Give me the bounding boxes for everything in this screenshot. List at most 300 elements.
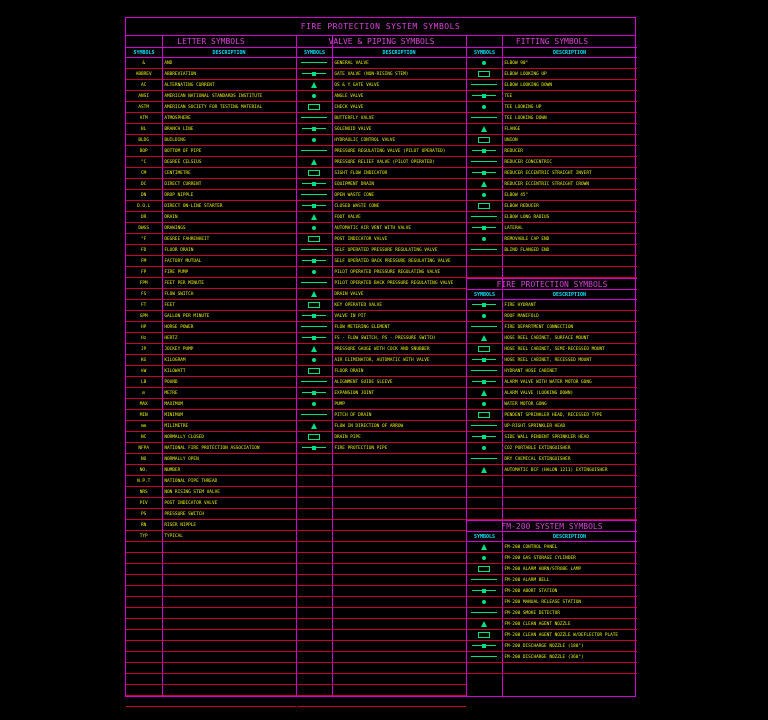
description-cell: FM-200 CONTROL PANEL bbox=[504, 545, 558, 550]
table-row bbox=[126, 399, 296, 410]
table-row bbox=[467, 399, 637, 410]
table-row bbox=[126, 641, 296, 652]
symbol-cell bbox=[297, 366, 331, 376]
symbol-icon bbox=[471, 245, 497, 255]
table-row bbox=[297, 223, 466, 234]
symbol-icon bbox=[478, 410, 490, 420]
symbol-cell bbox=[467, 146, 501, 156]
description-cell: POST INDICATOR VALVE bbox=[334, 237, 388, 242]
symbol-cell: FD bbox=[141, 248, 147, 253]
symbol-icon bbox=[302, 201, 326, 211]
description-cell: KEY OPERATED VALVE bbox=[334, 303, 382, 308]
symbol-cell bbox=[467, 80, 501, 90]
table-row bbox=[126, 245, 296, 256]
symbol-icon bbox=[478, 630, 490, 640]
description-cell: AMERICAN SOCIETY FOR TESTING MATERIAL bbox=[164, 105, 263, 110]
description-cell bbox=[331, 454, 466, 464]
table-row bbox=[126, 168, 296, 179]
symbol-cell bbox=[297, 531, 331, 541]
description-cell: ELBOW LOOKING DOWN bbox=[504, 83, 552, 88]
table-row bbox=[126, 597, 296, 608]
symbol-cell bbox=[126, 696, 161, 706]
table-row bbox=[297, 102, 466, 113]
symbol-cell bbox=[467, 333, 501, 343]
symbol-icon bbox=[312, 223, 316, 233]
description-cell: HYDRANT HOSE CABINET bbox=[504, 369, 558, 374]
table-row bbox=[126, 421, 296, 432]
description-cell: GALLON PER MINUTE bbox=[164, 314, 210, 319]
table-row bbox=[467, 256, 637, 267]
symbol-cell bbox=[297, 212, 331, 222]
table-row bbox=[467, 223, 637, 234]
symbol-cell bbox=[297, 586, 331, 596]
table-row bbox=[297, 685, 466, 696]
table-row bbox=[126, 465, 296, 476]
table-row bbox=[297, 267, 466, 278]
description-cell: ALARM VALVE (LOOKING DOWN) bbox=[504, 391, 574, 396]
table-row bbox=[467, 564, 637, 575]
table-row bbox=[467, 410, 637, 421]
table-row bbox=[297, 641, 466, 652]
symbol-cell bbox=[297, 333, 331, 343]
symbol-cell: ANSI bbox=[138, 94, 149, 99]
symbol-cell bbox=[126, 652, 161, 662]
table-row bbox=[126, 80, 296, 91]
description-cell: MAXIMUM bbox=[164, 402, 183, 407]
symbol-icon bbox=[472, 377, 496, 387]
table-row bbox=[297, 355, 466, 366]
description-cell: DRAIN VALVE bbox=[334, 292, 364, 297]
description-cell: DIRECT ON-LINE STARTER bbox=[164, 204, 223, 209]
table-row bbox=[126, 509, 296, 520]
symbol-cell: LB bbox=[141, 380, 147, 385]
description-cell: WATER MOTOR GONG bbox=[504, 402, 547, 407]
description-cell: NORMALLY OPEN bbox=[164, 457, 199, 462]
symbol-cell: NRS bbox=[139, 490, 148, 495]
description-cell: SIDE WALL PENDENT SPRINKLER HEAD bbox=[504, 435, 589, 440]
symbol-cell bbox=[297, 289, 331, 299]
description-cell bbox=[331, 663, 466, 673]
symbol-cell bbox=[297, 256, 331, 266]
symbol-icon bbox=[302, 69, 326, 79]
description-cell: FIRE DEPARTMENT CONNECTION bbox=[504, 325, 574, 330]
symbol-icon bbox=[481, 465, 487, 475]
symbol-cell: JP bbox=[141, 347, 147, 352]
symbol-icon bbox=[478, 69, 490, 79]
table-row bbox=[467, 102, 637, 113]
description-cell: FACTORY MUTUAL bbox=[164, 259, 202, 264]
valve-rows bbox=[297, 58, 466, 707]
symbol-icon bbox=[308, 102, 320, 112]
description-cell bbox=[331, 652, 466, 662]
symbol-cell: NC bbox=[141, 435, 147, 440]
table-row bbox=[297, 245, 466, 256]
symbol-cell bbox=[467, 168, 501, 178]
table-row bbox=[467, 300, 637, 311]
table-row bbox=[297, 69, 466, 80]
table-row bbox=[126, 542, 296, 553]
symbol-icon bbox=[482, 553, 486, 563]
symbol-cell: KG bbox=[141, 358, 147, 363]
table-row bbox=[467, 157, 637, 168]
description-cell: NATIONAL PIPE THREAD bbox=[164, 479, 218, 484]
symbol-cell bbox=[297, 476, 331, 486]
fitting-rows bbox=[467, 58, 637, 278]
table-row bbox=[126, 135, 296, 146]
symbol-cell bbox=[297, 322, 331, 332]
symbol-cell bbox=[297, 80, 331, 90]
table-row bbox=[467, 619, 637, 630]
description-cell: FM-200 ALARM HORN/STROBE LAMP bbox=[504, 567, 582, 572]
description-cell: BUILDING bbox=[164, 138, 186, 143]
description-cell bbox=[331, 520, 466, 530]
symbol-cell bbox=[467, 388, 501, 398]
description-cell: POUND bbox=[164, 380, 178, 385]
description-cell: FEET bbox=[164, 303, 175, 308]
symbol-cell: NO. bbox=[139, 468, 148, 473]
symbol-cell bbox=[467, 344, 501, 354]
table-row bbox=[297, 190, 466, 201]
fm200-symbols-title: FM-200 SYSTEM SYMBOLS bbox=[467, 520, 637, 532]
header-description: DESCRIPTION bbox=[552, 50, 587, 56]
description-cell bbox=[161, 542, 296, 552]
description-cell: MILIMETRE bbox=[164, 424, 189, 429]
table-row bbox=[467, 344, 637, 355]
description-cell: OS & Y GATE VALVE bbox=[334, 83, 380, 88]
description-cell: SELF OPERATED PRESSURE REGULATING VALVE bbox=[334, 248, 438, 253]
table-row bbox=[126, 553, 296, 564]
symbol-icon bbox=[471, 575, 497, 585]
description-cell bbox=[331, 597, 466, 607]
table-row bbox=[297, 421, 466, 432]
description-cell: TEE bbox=[504, 94, 513, 99]
symbol-icon bbox=[311, 157, 317, 167]
symbol-cell bbox=[467, 630, 501, 640]
symbol-cell bbox=[297, 498, 331, 508]
symbol-icon bbox=[478, 135, 490, 145]
description-cell bbox=[501, 498, 637, 508]
symbol-icon bbox=[308, 432, 320, 442]
symbol-icon bbox=[472, 355, 496, 365]
table-row bbox=[126, 201, 296, 212]
symbol-icon bbox=[471, 454, 497, 464]
symbol-cell bbox=[297, 454, 331, 464]
symbol-cell bbox=[467, 300, 501, 310]
table-row bbox=[297, 212, 466, 223]
table-row bbox=[297, 278, 466, 289]
symbol-cell bbox=[126, 564, 161, 574]
symbol-cell bbox=[297, 278, 331, 288]
table-row bbox=[126, 432, 296, 443]
header-description: DESCRIPTION bbox=[382, 50, 416, 56]
description-cell bbox=[161, 652, 296, 662]
symbol-cell: FPM bbox=[139, 281, 148, 286]
symbol-cell bbox=[467, 619, 501, 629]
table-row bbox=[467, 168, 637, 179]
table-row bbox=[126, 531, 296, 542]
symbol-cell: TYP bbox=[139, 534, 148, 539]
description-cell: NUMBER bbox=[164, 468, 181, 473]
symbol-cell bbox=[126, 663, 161, 673]
symbol-icon bbox=[302, 256, 326, 266]
symbol-cell: BOP bbox=[139, 149, 148, 154]
symbol-cell bbox=[297, 355, 331, 365]
symbol-icon bbox=[482, 58, 486, 68]
symbol-icon bbox=[308, 168, 320, 178]
description-cell: ELBOW LONG RADIUS bbox=[504, 215, 550, 220]
table-row bbox=[297, 80, 466, 91]
description-cell bbox=[161, 575, 296, 585]
table-row bbox=[297, 487, 466, 498]
description-cell: FLOOR DRAIN bbox=[164, 248, 194, 253]
description-cell: FM-200 DISCHARGE NOZZLE (180°) bbox=[504, 644, 584, 649]
table-row bbox=[297, 476, 466, 487]
symbol-cell: N.P.T bbox=[137, 479, 151, 484]
symbol-cell bbox=[467, 597, 501, 607]
description-cell: ALARM VALVE WITH WATER MOTOR GONG bbox=[504, 380, 592, 385]
table-row bbox=[467, 542, 637, 553]
symbol-cell bbox=[297, 520, 331, 530]
symbol-cell bbox=[297, 696, 331, 706]
description-cell: EQUIPMENT DRAIN bbox=[334, 182, 375, 187]
description-cell: HOSE REEL CABINET, SEMI-RECESSED MOUNT bbox=[504, 347, 605, 352]
symbol-icon bbox=[482, 311, 486, 321]
table-row bbox=[126, 663, 296, 674]
symbol-cell bbox=[297, 443, 331, 453]
table-row bbox=[126, 124, 296, 135]
description-cell: ANGLE VALVE bbox=[334, 94, 364, 99]
table-row bbox=[467, 190, 637, 201]
table-row bbox=[467, 179, 637, 190]
symbol-cell bbox=[297, 267, 331, 277]
description-cell: KILOWATT bbox=[164, 369, 186, 374]
symbol-icon bbox=[311, 289, 317, 299]
symbol-cell bbox=[297, 344, 331, 354]
symbol-cell bbox=[297, 608, 331, 618]
table-row bbox=[126, 487, 296, 498]
symbol-cell bbox=[467, 476, 501, 486]
description-cell: FLANGE bbox=[504, 127, 521, 132]
symbol-cell: ATM bbox=[139, 116, 148, 121]
symbol-cell bbox=[467, 69, 501, 79]
symbol-icon bbox=[471, 366, 497, 376]
description-cell bbox=[331, 619, 466, 629]
description-cell: AUTOMATIC AIR VENT WITH VALVE bbox=[334, 226, 412, 231]
symbol-cell bbox=[297, 311, 331, 321]
description-cell: AND bbox=[164, 61, 173, 66]
description-cell: OPEN WASTE CONE bbox=[334, 193, 375, 198]
symbol-cell bbox=[297, 91, 331, 101]
symbol-icon bbox=[302, 388, 326, 398]
symbol-icon bbox=[482, 234, 486, 244]
table-row bbox=[126, 388, 296, 399]
symbol-cell bbox=[297, 179, 331, 189]
symbol-icon bbox=[312, 135, 316, 145]
table-row bbox=[126, 564, 296, 575]
symbol-cell bbox=[297, 685, 331, 695]
symbol-cell bbox=[467, 652, 501, 662]
symbol-icon bbox=[472, 641, 496, 651]
description-cell: SOLENOID VALVE bbox=[334, 127, 372, 132]
letter-header-row bbox=[126, 48, 296, 58]
description-cell: CLOSED WASTE CONE bbox=[334, 204, 380, 209]
table-row bbox=[297, 586, 466, 597]
table-row bbox=[467, 641, 637, 652]
symbol-cell bbox=[467, 641, 501, 651]
description-cell: GATE VALVE (NON-RISING STEM) bbox=[334, 72, 409, 77]
description-cell: FM-200 MANUAL RELEASE STATION bbox=[504, 600, 582, 605]
symbol-icon bbox=[308, 366, 320, 376]
symbol-icon bbox=[302, 443, 326, 453]
symbol-cell bbox=[467, 487, 501, 497]
symbol-cell bbox=[126, 586, 161, 596]
symbol-cell bbox=[467, 663, 501, 673]
table-row bbox=[467, 597, 637, 608]
table-row bbox=[297, 311, 466, 322]
description-cell bbox=[331, 509, 466, 519]
table-row bbox=[467, 333, 637, 344]
table-row bbox=[126, 575, 296, 586]
description-cell: EXPANSION JOINT bbox=[334, 391, 375, 396]
symbol-icon bbox=[481, 542, 487, 552]
symbol-cell bbox=[297, 421, 331, 431]
symbol-icon bbox=[308, 300, 320, 310]
table-row bbox=[467, 465, 637, 476]
symbol-cell: °C bbox=[141, 160, 147, 165]
symbol-cell bbox=[467, 58, 501, 68]
table-row bbox=[467, 146, 637, 157]
table-row bbox=[126, 212, 296, 223]
description-cell: FM-200 ABORT STATION bbox=[504, 589, 558, 594]
symbol-icon bbox=[478, 564, 490, 574]
description-cell: JOCKEY PUMP bbox=[164, 347, 194, 352]
table-row bbox=[297, 597, 466, 608]
symbol-cell bbox=[467, 190, 501, 200]
symbol-icon bbox=[481, 619, 487, 629]
symbol-cell bbox=[297, 300, 331, 310]
table-row bbox=[297, 443, 466, 454]
description-cell: FLOW METERING ELEMENT bbox=[334, 325, 390, 330]
symbol-cell bbox=[126, 630, 161, 640]
symbol-icon bbox=[471, 113, 497, 123]
symbol-cell bbox=[297, 487, 331, 497]
table-row bbox=[126, 157, 296, 168]
letter-rows bbox=[126, 58, 296, 707]
symbol-cell bbox=[467, 113, 501, 123]
table-row bbox=[126, 355, 296, 366]
description-cell bbox=[501, 256, 637, 266]
symbol-cell bbox=[297, 113, 331, 123]
symbol-icon bbox=[302, 179, 326, 189]
symbol-icon bbox=[312, 267, 316, 277]
symbol-cell bbox=[297, 630, 331, 640]
description-cell bbox=[331, 696, 466, 706]
description-cell: RISER NIPPLE bbox=[164, 523, 197, 528]
symbol-icon bbox=[472, 223, 496, 233]
table-row bbox=[467, 575, 637, 586]
table-row bbox=[297, 531, 466, 542]
description-cell: HOSE REEL CABINET, SURFACE MOUNT bbox=[504, 336, 589, 341]
symbol-icon bbox=[472, 586, 496, 596]
description-cell bbox=[501, 663, 637, 673]
symbol-cell bbox=[467, 267, 501, 277]
symbol-cell: PS bbox=[141, 512, 147, 517]
table-row bbox=[297, 696, 466, 707]
table-row bbox=[297, 542, 466, 553]
symbol-cell bbox=[467, 465, 501, 475]
description-cell: FM-200 DISCHARGE NOZZLE (360°) bbox=[504, 655, 584, 660]
symbol-icon bbox=[471, 421, 497, 431]
description-cell bbox=[331, 608, 466, 618]
symbol-cell bbox=[467, 223, 501, 233]
table-row bbox=[467, 212, 637, 223]
symbol-cell: BL bbox=[141, 127, 147, 132]
table-row bbox=[297, 553, 466, 564]
table-row bbox=[297, 366, 466, 377]
symbol-cell bbox=[467, 553, 501, 563]
symbol-icon bbox=[311, 421, 317, 431]
table-row bbox=[126, 630, 296, 641]
symbol-cell bbox=[297, 597, 331, 607]
symbol-cell bbox=[467, 608, 501, 618]
description-cell: BRANCH LINE bbox=[164, 127, 194, 132]
symbol-cell: FT bbox=[141, 303, 147, 308]
symbol-cell bbox=[297, 641, 331, 651]
description-cell: REMOVABLE CAP END bbox=[504, 237, 550, 242]
description-cell: TYPICAL bbox=[164, 534, 183, 539]
description-cell: FLOW SWITCH bbox=[164, 292, 194, 297]
description-cell bbox=[501, 267, 637, 277]
symbol-cell bbox=[297, 509, 331, 519]
description-cell: ELBOW LOOKING UP bbox=[504, 72, 547, 77]
description-cell: FIRE PROTECTION PIPE bbox=[334, 446, 388, 451]
table-row bbox=[297, 388, 466, 399]
table-row bbox=[467, 498, 637, 509]
table-row bbox=[467, 69, 637, 80]
symbol-cell bbox=[467, 212, 501, 222]
table-row bbox=[297, 399, 466, 410]
symbol-icon bbox=[481, 333, 487, 343]
description-cell: GENERAL VALVE bbox=[334, 61, 369, 66]
symbol-cell: DC bbox=[141, 182, 147, 187]
table-row bbox=[126, 113, 296, 124]
table-row bbox=[297, 674, 466, 685]
table-row bbox=[467, 355, 637, 366]
table-row bbox=[297, 344, 466, 355]
description-cell: KILOGRAM bbox=[164, 358, 186, 363]
description-cell bbox=[501, 476, 637, 486]
description-cell bbox=[331, 498, 466, 508]
table-row bbox=[467, 80, 637, 91]
table-row bbox=[297, 564, 466, 575]
symbol-cell bbox=[467, 542, 501, 552]
symbol-cell: ASTM bbox=[138, 105, 149, 110]
symbol-icon bbox=[311, 344, 317, 354]
symbol-icon bbox=[312, 399, 316, 409]
symbol-cell bbox=[126, 608, 161, 618]
symbol-icon bbox=[482, 399, 486, 409]
description-cell bbox=[331, 542, 466, 552]
symbol-icon bbox=[311, 212, 317, 222]
description-cell: AIR ELIMINATOR, AUTOMATIC WITH VALVE bbox=[334, 358, 430, 363]
description-cell bbox=[331, 674, 466, 684]
symbol-icon bbox=[308, 234, 320, 244]
symbol-cell: MAX bbox=[139, 402, 148, 407]
table-row bbox=[126, 322, 296, 333]
description-cell: ELBOW 45° bbox=[504, 193, 529, 198]
table-row bbox=[297, 322, 466, 333]
table-row bbox=[467, 608, 637, 619]
